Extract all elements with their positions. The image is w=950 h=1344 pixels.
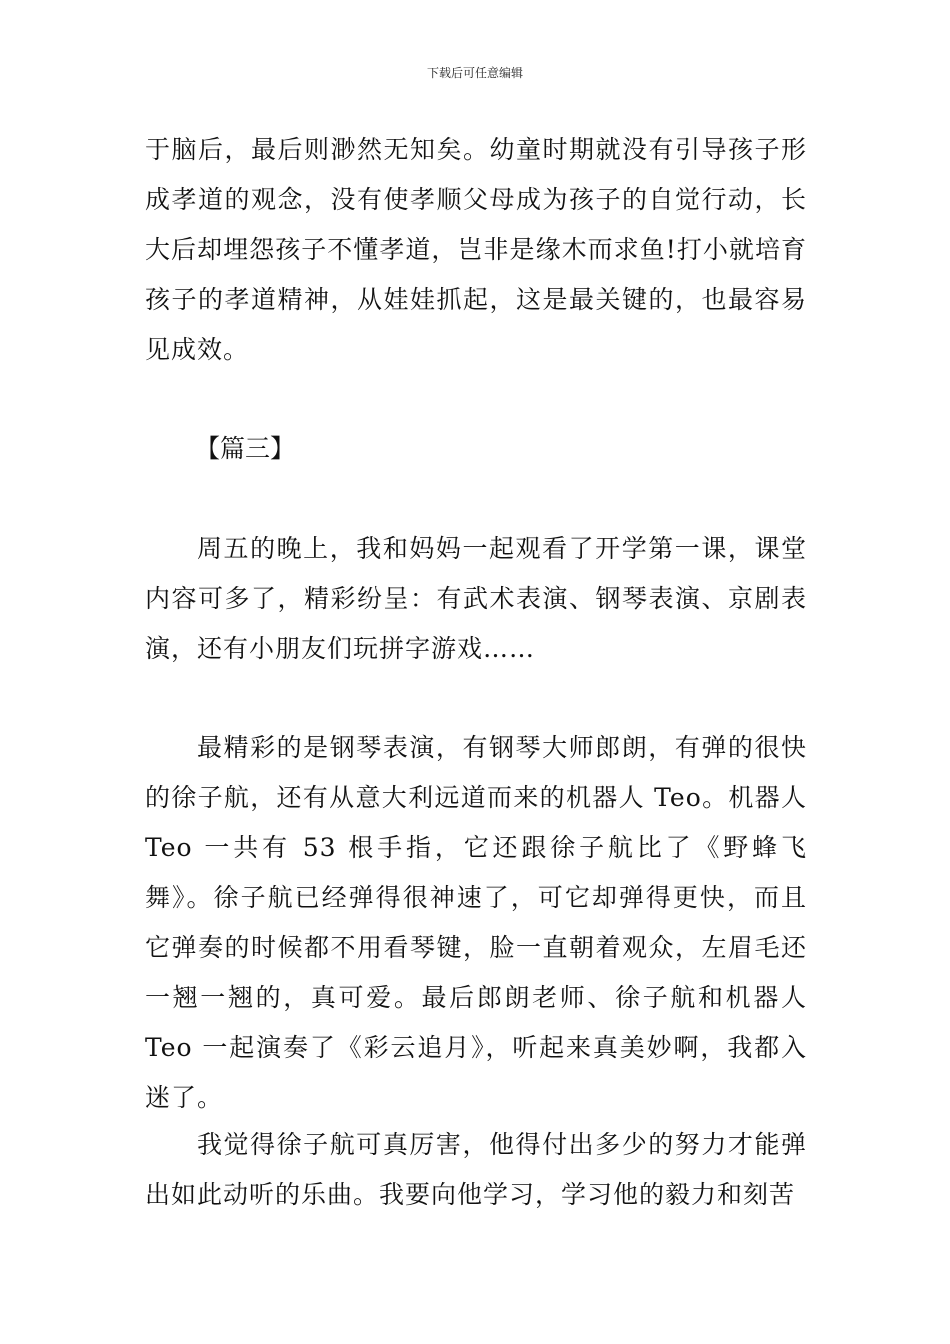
section-heading: 【篇三】 [195, 434, 296, 463]
paragraph-3: 最精彩的是钢琴表演，有钢琴大师郎朗，有弹的很快的徐子航，还有从意大利远道而来的机器人 Teo。机器人 Teo 一共有 53 根手指，它还跟徐子航比了《野蜂飞舞》。徐子航已经弹得很神速了，可它却弹得更快，而且它弹奏的时候都不用看琴键，脸一直朝着观众，左眉毛还一翘一翘的，真可爱。最后郎朗老师、徐子航和机器人 Teo 一起演奏了《彩云追月》，听起来真美妙啊，我都入迷了。 [145, 733, 807, 1112]
paragraph-2: 周五的晚上，我和妈妈一起观看了开学第一课，课堂内容可多了，精彩纷呈：有武术表演、钢琴表演、京剧表演，还有小朋友们玩拼字游戏…… [145, 534, 807, 663]
paragraph-4: 我觉得徐子航可真厉害，他得付出多少的努力才能弹出如此动听的乐曲。我要向他学习，学习他的毅力和刻苦 [145, 1130, 807, 1209]
page-header: 下载后可任意编辑 [426, 66, 523, 80]
paragraph-1: 于脑后，最后则渺然无知矣。幼童时期就没有引导孩子形成孝道的观念，没有使孝顺父母成为孩子的自觉行动，长大后却埋怨孩子不懂孝道，岂非是缘木而求鱼!打小就培育孩子的孝道精神，从娃娃抓起，这是最关键的，也最容易见成效。 [145, 135, 807, 364]
